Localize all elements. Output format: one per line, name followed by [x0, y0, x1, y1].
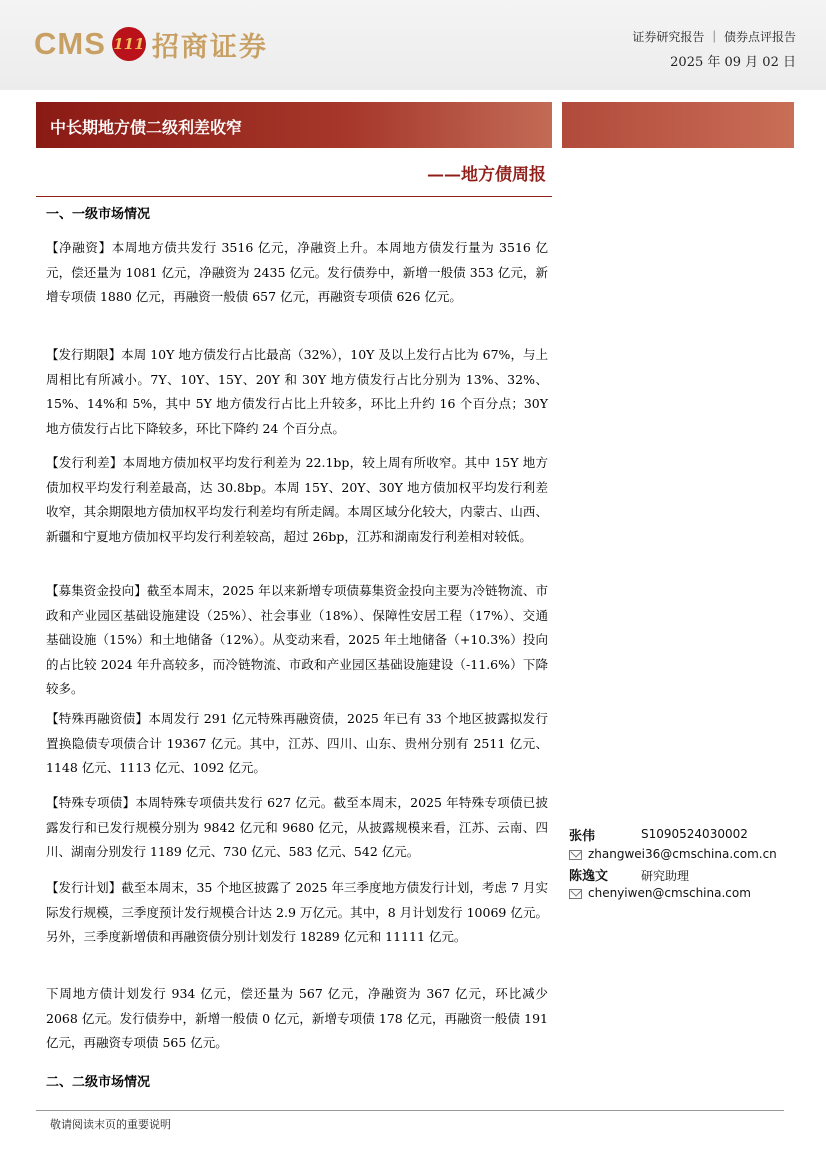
mail-icon [569, 850, 582, 860]
paragraph-tag: 【募集资金投向】 [46, 583, 147, 598]
sidebar-bar [562, 102, 794, 148]
paragraph-text: 截至本周末，35 个地区披露了 2025 年三季度地方债发行计划，考虑 7 月实际发行规模，三季度预计发行规模合计达 2.9 万亿元。其中，8 月计划发行 10069 亿元。另外，三季度新增债和再融资债分别计划发行 18289 亿元和 11111 亿元。 [46, 880, 548, 945]
section-heading-secondary: 二、二级市场情况 [46, 1075, 151, 1090]
cms-logo [34, 22, 268, 66]
paragraph-issuance-plan [46, 876, 548, 950]
paragraph-next-week [46, 982, 548, 1056]
report-date: 2025 年 09 月 02 日 [670, 55, 796, 70]
analyst-name: 陈逸文 [569, 869, 609, 884]
analyst-1-email-row [569, 847, 777, 861]
analyst-2 [569, 865, 690, 884]
paragraph-net-financing [46, 236, 548, 310]
analyst-role: 研究助理 [641, 869, 690, 883]
analyst-name: 张伟 [569, 829, 596, 844]
paragraph-tag: 【发行期限】 [46, 347, 122, 362]
footer-divider [36, 1110, 784, 1111]
paragraph-tag: 【特殊再融资债】 [46, 711, 149, 726]
paragraph-text: 本周地方债共发行 3516 亿元，净融资上升。本周地方债发行量为 3516 亿元，偿还量为 1081 亿元，净融资为 2435 亿元。发行债券中，新增一般债 353 亿元，新增专项债 1880 亿元，再融资一般债 657 亿元，再融资专项债 626 亿元。 [46, 240, 548, 305]
paragraph-text: 下周地方债计划发行 934 亿元，偿还量为 567 亿元，净融资为 367 亿元，环比减少 2068 亿元。发行债券中，新增一般债 0 亿元，新增专项债 178 亿元，再融资一般债 191 亿元，再融资专项债 565 亿元。 [46, 986, 548, 1051]
paragraph-special-project [46, 791, 548, 865]
paragraph-tag: 【净融资】 [46, 240, 112, 255]
page-subtitle: ——地方债周报 [427, 165, 546, 185]
page-title: 中长期地方债二级利差收窄 [50, 118, 243, 137]
paragraph-tag: 【特殊专项债】 [46, 795, 136, 810]
paragraph-text: 截至本周末，2025 年以来新增专项债募集资金投向主要为冷链物流、市政和产业园区基础设施建设（25%）、社会事业（18%）、保障性安居工程（17%）、交通基础设施（15%）和土地储备（12%）。从变动来看，2025 年土地储备（+10.3%）投向的占比较 2024 年升高较多，而冷链物流、市政和产业园区基础设施建设（-11.6%）下降较多。 [46, 583, 548, 697]
title-divider [36, 196, 552, 197]
analyst-id: S1090524030002 [641, 827, 748, 841]
section-heading-primary: 一、一级市场情况 [46, 207, 151, 222]
paragraph-tag: 【发行利差】 [46, 455, 123, 470]
footer-disclaimer: 敬请阅读末页的重要说明 [50, 1118, 171, 1131]
logo-badge-icon: 111 [112, 27, 146, 61]
report-type: 证券研究报告 ｜ 债券点评报告 [632, 30, 796, 44]
paragraph-text: 本周地方债加权平均发行利差为 22.1bp，较上周有所收窄。其中 15Y 地方债加权平均发行利差最高，达 30.8bp。本周 15Y、20Y、30Y 地方债加权平均发行利差收窄，其余期限地方债加权平均发行利差均有所走阔。本周区域分化较大，内蒙古、山西、新疆和宁夏地方债加权平均发行利差较高，超过 26bp，江苏和湖南发行利差相对较低。 [46, 455, 548, 544]
paragraph-issuance-spread [46, 451, 548, 549]
paragraph-text: 本周 10Y 地方债发行占比最高（32%），10Y 及以上发行占比为 67%，与上周相比有所减小。7Y、10Y、15Y、20Y 和 30Y 地方债发行占比分别为 13%、32%、15%、14%和 5%，其中 5Y 地方债发行占比上升较多，环比上升约 16 个百分点；30Y 地方债发行占比下降较多，环比下降约 24 个百分点。 [46, 347, 548, 436]
paragraph-fund-allocation [46, 579, 548, 702]
analyst-1 [569, 825, 748, 844]
analyst-email[interactable]: chenyiwen@cmschina.com [588, 886, 751, 900]
paragraph-text: 本周特殊专项债共发行 627 亿元。截至本周末，2025 年特殊专项债已披露发行和已发行规模分别为 9842 亿元和 9680 亿元，从披露规模来看，江苏、云南、四川、湖南分别发行 1189 亿元、730 亿元、583 亿元、542 亿元。 [46, 795, 548, 860]
paragraph-special-refinancing [46, 707, 548, 781]
paragraph-issuance-term [46, 343, 548, 441]
analyst-2-email-row [569, 886, 751, 900]
paragraph-text: 本周发行 291 亿元特殊再融资债，2025 年已有 33 个地区披露拟发行置换隐债专项债合计 19367 亿元。其中，江苏、四川、山东、贵州分别有 2511 亿元、1148 亿元、1113 亿元、1092 亿元。 [46, 711, 548, 776]
logo-cms-text: CMS [34, 26, 106, 61]
logo-chinese-text: 招商证券 [151, 31, 268, 63]
paragraph-tag: 【发行计划】 [46, 880, 122, 895]
analyst-email[interactable]: zhangwei36@cmschina.com.cn [588, 847, 777, 861]
mail-icon [569, 889, 582, 899]
